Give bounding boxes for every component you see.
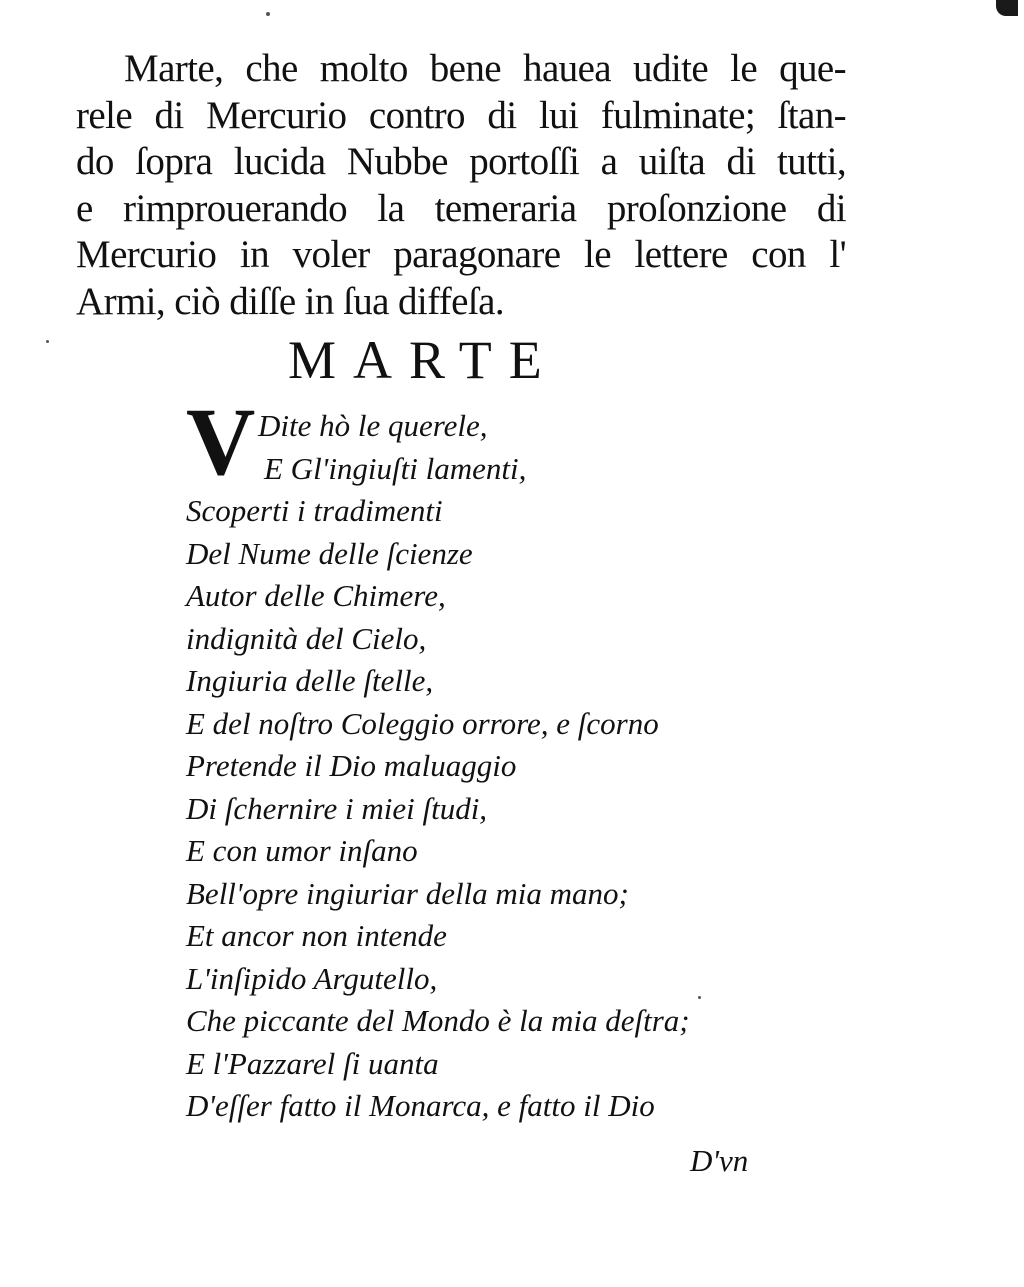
prose-line: e rimprouerando la temeraria proſonzione di — [76, 186, 846, 230]
prose-line: Marte, che molto bene hauea udite le que- — [124, 47, 846, 90]
verse-line: Scoperti i tradimenti — [186, 493, 443, 528]
verse-line: Dite hò le querele, — [258, 408, 488, 443]
verse-line: Et ancor non intende — [186, 918, 447, 953]
page-edge-mark — [996, 0, 1018, 16]
verse-line: L'inſipido Argutello, — [186, 960, 438, 996]
print-speck — [46, 340, 49, 343]
introductory-prose — [76, 46, 846, 325]
catchword: D'vn — [690, 1143, 749, 1178]
verse-line: indignità del Cielo, — [186, 620, 427, 656]
poem-verses — [186, 388, 826, 1128]
prose-line: do ſopra lucida Nubbe portoſſi a uiſta di tutti, — [76, 140, 846, 183]
verse-line: Che piccante del Mondo è la mia deſtra; — [186, 1003, 690, 1038]
verse-line: Ingiuria delle ſtelle, — [186, 663, 434, 698]
speaker-heading: MARTE — [288, 330, 559, 390]
prose-line: Armi, ciò diſſe in ſua diffeſa. — [76, 279, 504, 323]
drop-cap: V — [186, 388, 256, 495]
verse-line: Autor delle Chimere, — [186, 578, 446, 613]
verse-line: E Gl'ingiuſti lamenti, — [264, 450, 527, 486]
verse-line: D'eſſer fatto il Monarca, e fatto il Dio — [186, 1088, 655, 1123]
prose-line: Mercurio in voler paragonare le lettere con l' — [76, 233, 846, 276]
prose-line: rele di Mercurio contro di lui fulminate; ſtan- — [76, 93, 846, 137]
verse-line: Di ſchernire i miei ſtudi, — [186, 790, 488, 826]
verse-line: E l'Pazzarel ſi uanta — [186, 1045, 439, 1081]
verse-line: Bell'opre ingiuriar della mia mano; — [186, 875, 629, 911]
verse-line: Del Nume delle ſcienze — [186, 535, 473, 571]
verse-line: E con umor inſano — [186, 833, 418, 868]
verse-line: E del noſtro Coleggio orrore, e ſcorno — [186, 705, 659, 741]
verse-line: Pretende il Dio maluaggio — [186, 748, 517, 783]
print-speck — [266, 12, 270, 16]
